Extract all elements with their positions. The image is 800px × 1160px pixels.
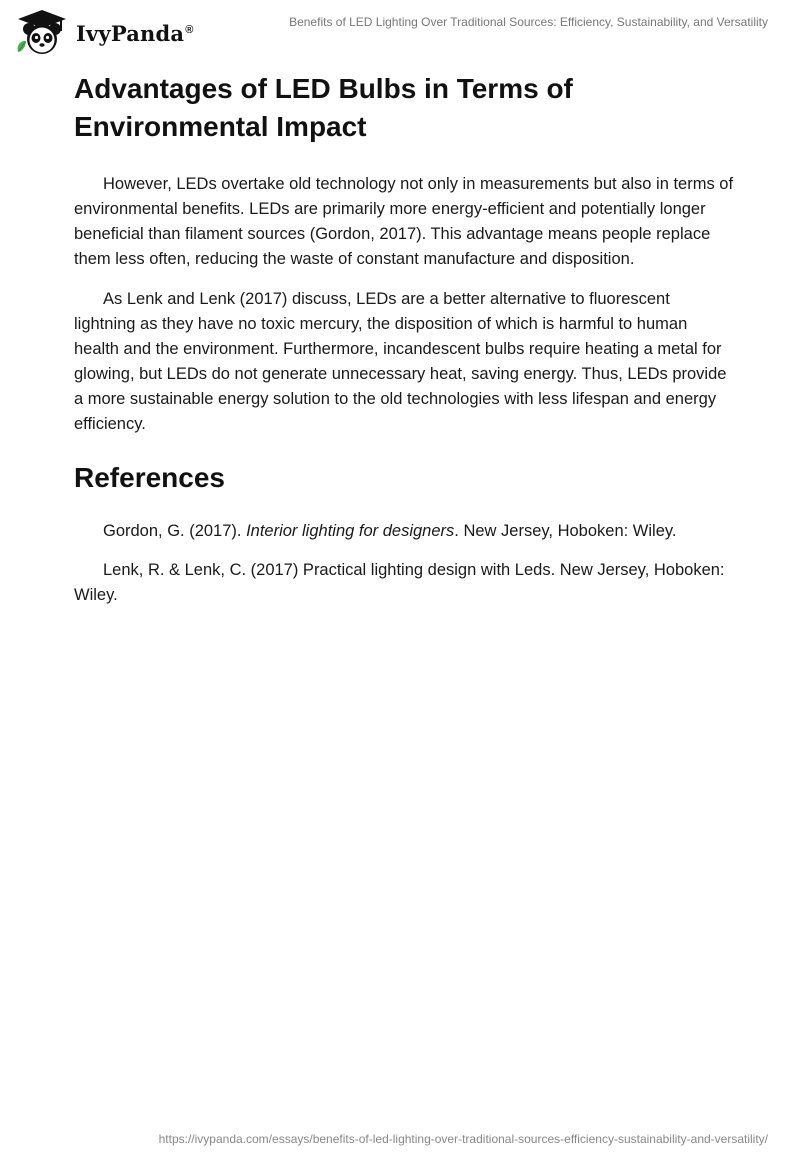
panda-graduate-icon [14,8,70,56]
ivypanda-logo[interactable] [14,8,194,56]
page-header [0,0,800,64]
reference-item-1: Gordon, G. (2017). Interior lighting for designers. New Jersey, Hoboken: Wiley. [103,522,677,540]
source-url-link[interactable]: https://ivypanda.com/essays/benefits-of-led-lighting-over-traditional-sources-efficiency-sustainability-and-versatility/ [158,1132,768,1146]
body-paragraph-2: As Lenk and Lenk (2017) discuss, LEDs are a better alternative to fluorescent lightning as they have no toxic mercury, the disposition of which is harmful to human health and the environment. Furthermore, incandescent bulbs require heating a metal for glowing, but LEDs do not generate unnecessary heat, saving energy. Thus, LEDs provide a more sustainable energy solution to the old technologies with less lifespan and energy efficiency. [74,290,727,433]
logo-wordmark: IvyPanda® [76,20,194,46]
running-title: Benefits of LED Lighting Over Traditional Sources: Efficiency, Sustainability, and Versatility [289,15,768,29]
body-paragraph-1: However, LEDs overtake old technology not only in measurements but also in terms of environmental benefits. LEDs are primarily more energy-efficient and potentially longer beneficial than filament sources (Gordon, 2017). This advantage means people replace them less often, reducing the waste of constant manufacture and disposition. [74,175,734,268]
section-heading: Advantages of LED Bulbs in Terms of Environmental Impact [74,73,573,142]
reference-item-2: Lenk, R. & Lenk, C. (2017) Practical lighting design with Leds. New Jersey, Hoboken: Wiley. [74,561,725,604]
document-body [74,70,734,622]
references-heading: References [74,462,225,493]
